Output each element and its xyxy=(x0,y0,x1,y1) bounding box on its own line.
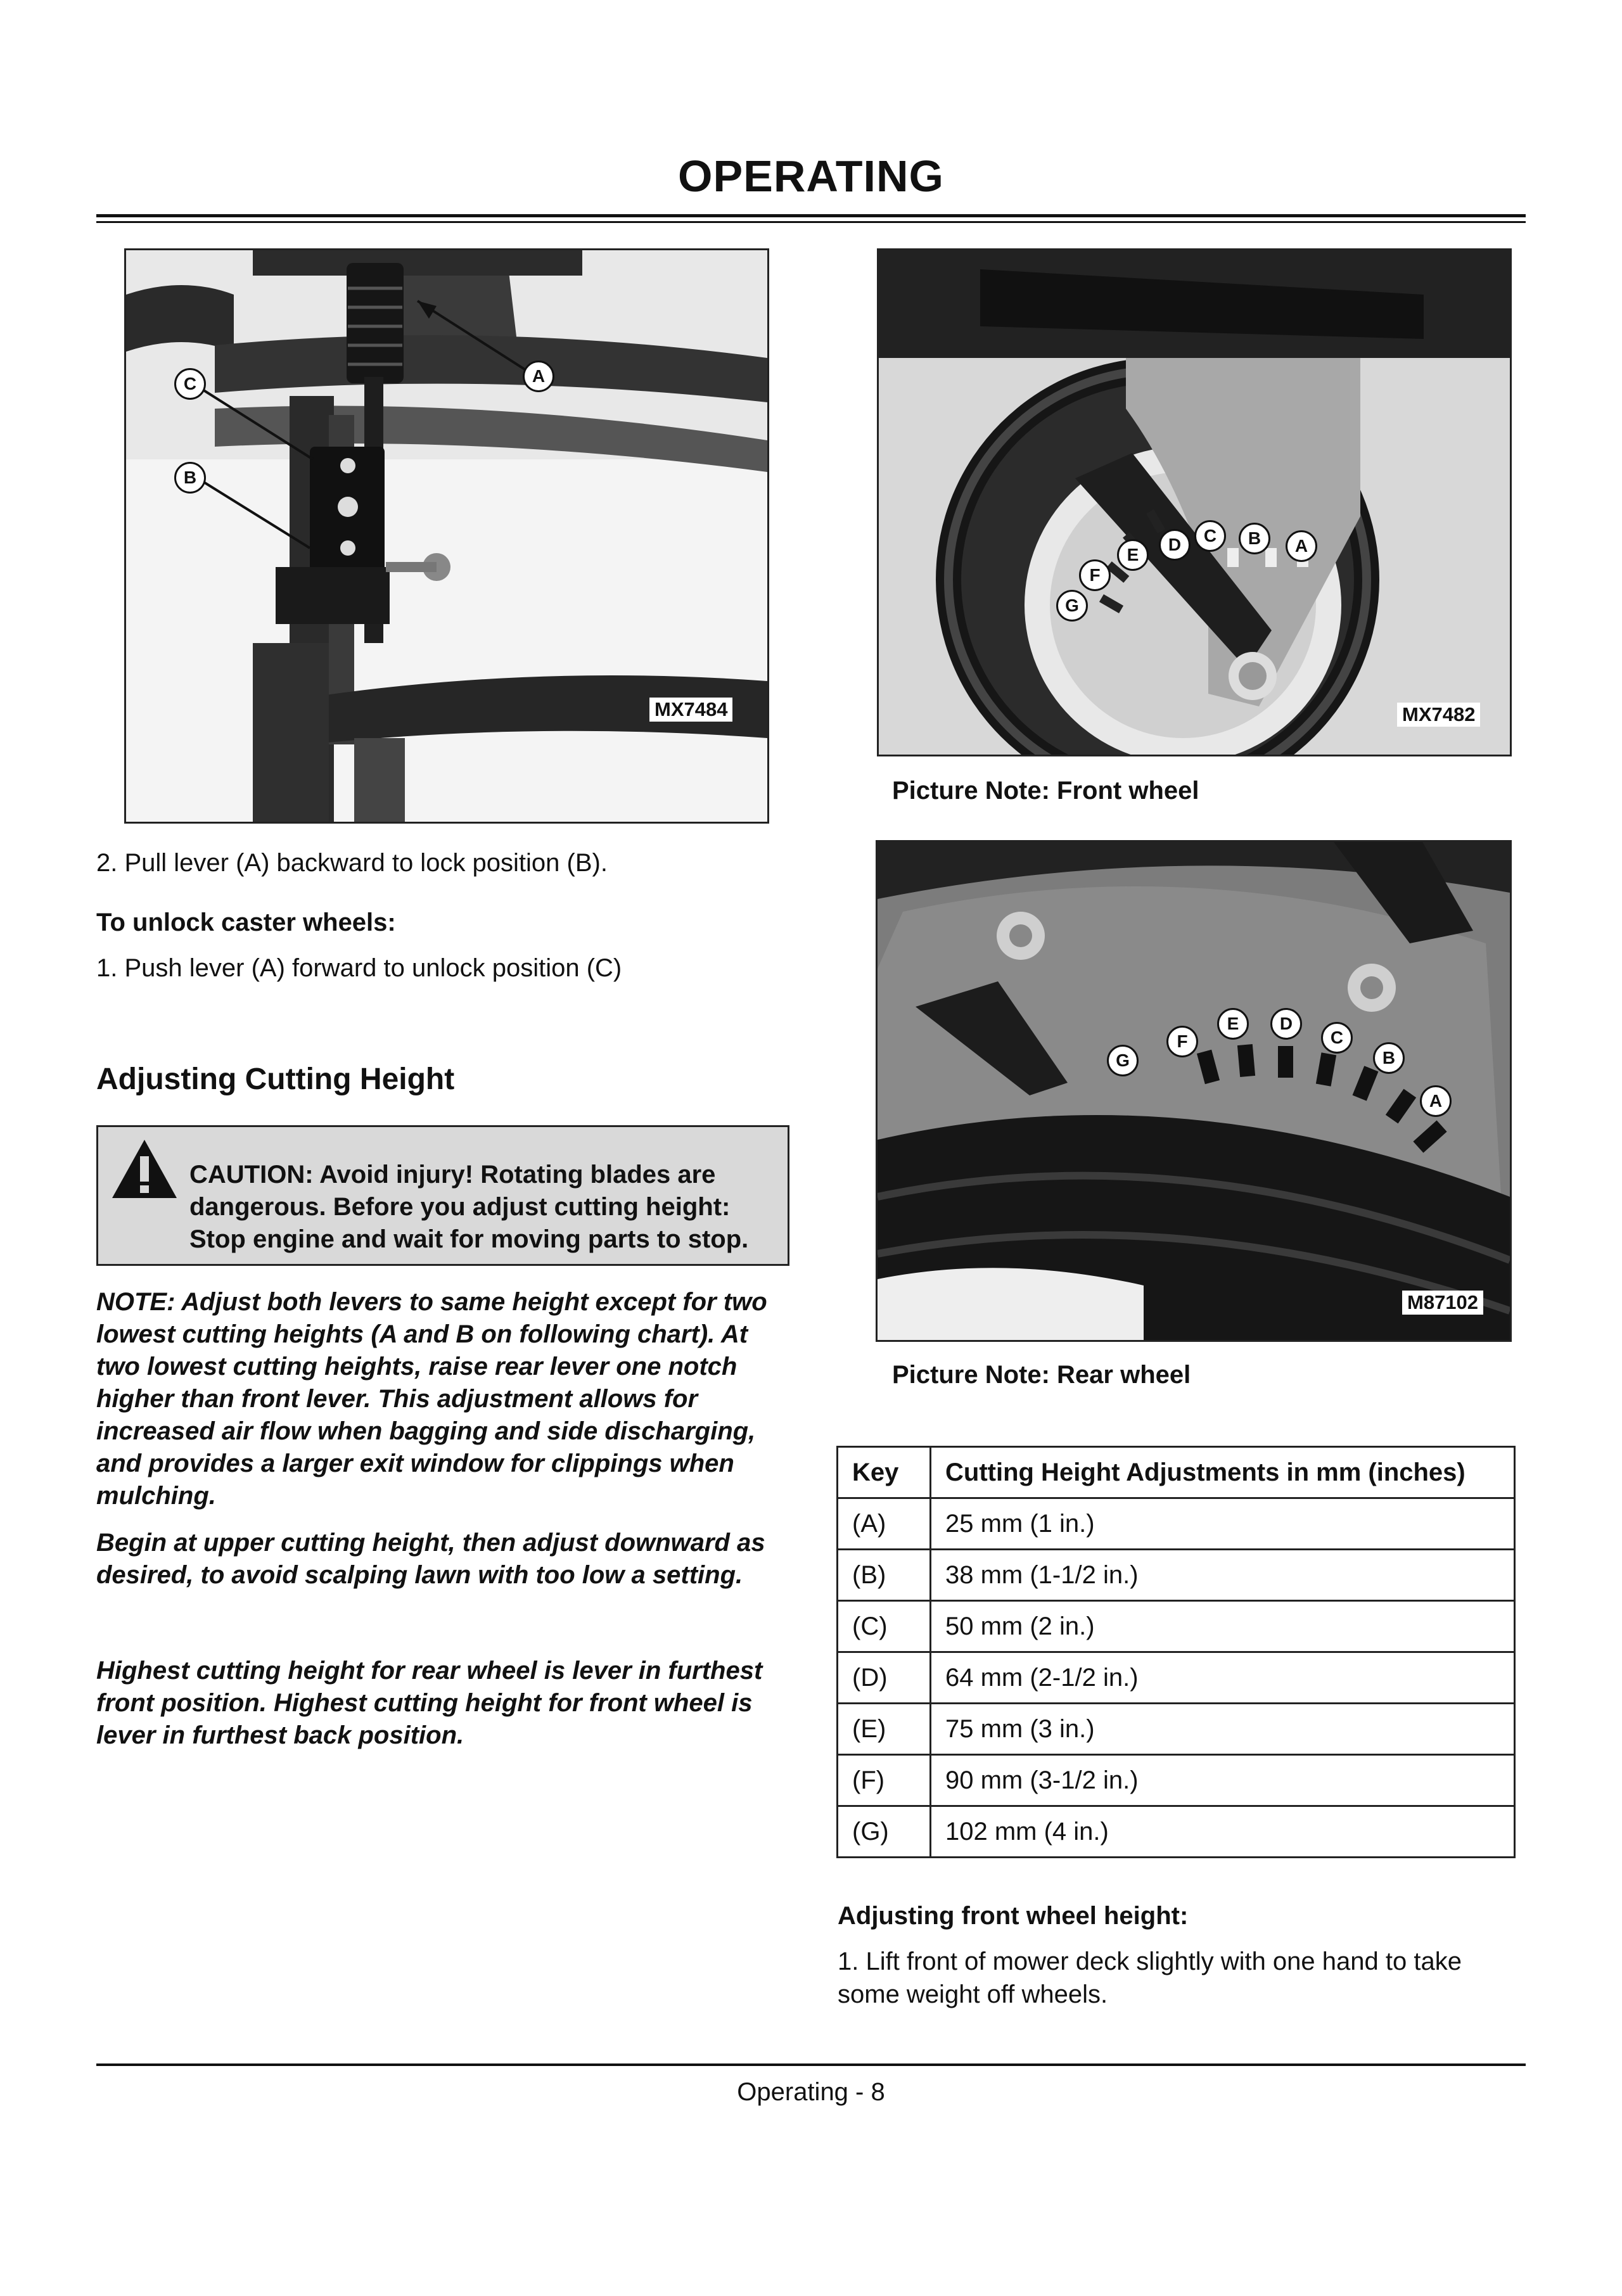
front-wheel-caption: Picture Note: Front wheel xyxy=(892,777,1199,805)
callout-a: A xyxy=(523,360,554,392)
rear-wheel-photo xyxy=(876,840,1512,1342)
callout-a: A xyxy=(1420,1085,1452,1117)
table-row xyxy=(838,1601,1515,1652)
front-height-step: 1. Lift front of mower deck slightly with one hand to take some weight off wheels. xyxy=(838,1948,1462,2008)
front-height-heading: Adjusting front wheel height: xyxy=(838,1902,1189,1930)
table-row xyxy=(838,1704,1515,1755)
callout-b: B xyxy=(1239,523,1270,554)
callout-f: F xyxy=(1166,1026,1198,1057)
callout-d: D xyxy=(1159,529,1191,561)
note-paragraph: Highest cutting height for rear wheel is lever in furthest front position. Highest cutting height for front wheel is lever in furthest back position. xyxy=(96,1657,763,1749)
caution-box xyxy=(96,1125,789,1266)
table-cell-height: 75 mm (3 in.) xyxy=(931,1704,1515,1755)
section-heading: Adjusting Cutting Height xyxy=(96,1062,455,1096)
callout-g: G xyxy=(1107,1045,1139,1076)
callout-c: C xyxy=(1321,1022,1353,1054)
table-row xyxy=(838,1755,1515,1806)
table-cell-key: (C) xyxy=(838,1601,931,1652)
page-title: OPERATING xyxy=(678,151,944,201)
callout-c: C xyxy=(1194,520,1226,552)
note-paragraph: Begin at upper cutting height, then adjust downward as desired, to avoid scalping lawn with too low a setting. xyxy=(96,1529,765,1589)
callout-c: C xyxy=(174,368,206,400)
figure-code: M87102 xyxy=(1402,1291,1483,1315)
note-paragraph: NOTE: Adjust both levers to same height except for two lowest cutting heights (A and B on following chart). At two lowest cutting heights, raise rear lever one notch higher than front lever. This adjustment allows for increased air flow when bagging and side discharging, and provides a larger exit window for clippings when mulching. xyxy=(96,1288,767,1510)
callout-g: G xyxy=(1056,590,1088,622)
table-row xyxy=(838,1652,1515,1704)
callout-e: E xyxy=(1217,1008,1249,1040)
caution-text: CAUTION: Avoid injury! Rotating blades are dangerous. Before you adjust cutting height: Stop engine and wait for moving parts to stop. xyxy=(189,1161,749,1253)
cutting-height-table xyxy=(836,1446,1516,1858)
callout-a: A xyxy=(1286,530,1317,562)
callout-e: E xyxy=(1117,539,1149,571)
callout-d: D xyxy=(1270,1008,1302,1040)
figure-code: MX7482 xyxy=(1397,703,1480,727)
header-rule-thin xyxy=(96,221,1526,223)
front-wheel-photo xyxy=(877,248,1512,756)
step-lock: 2. Pull lever (A) backward to lock position (B). xyxy=(96,849,608,877)
unlock-heading: To unlock caster wheels: xyxy=(96,909,396,936)
table-cell-key: (D) xyxy=(838,1652,931,1704)
table-cell-height: 102 mm (4 in.) xyxy=(931,1806,1515,1858)
table-row xyxy=(838,1498,1515,1550)
table-cell-height: 90 mm (3-1/2 in.) xyxy=(931,1755,1515,1806)
rear-wheel-caption: Picture Note: Rear wheel xyxy=(892,1361,1191,1389)
callout-b: B xyxy=(1373,1042,1405,1074)
table-row xyxy=(838,1550,1515,1601)
lever-photo xyxy=(124,248,769,824)
table-cell-height: 25 mm (1 in.) xyxy=(931,1498,1515,1550)
table-cell-key: (A) xyxy=(838,1498,931,1550)
figure-code: MX7484 xyxy=(649,698,732,722)
callout-f: F xyxy=(1079,559,1111,591)
page-footer: Operating - 8 xyxy=(737,2078,885,2106)
step-unlock: 1. Push lever (A) forward to unlock position (C) xyxy=(96,954,622,982)
table-header-height: Cutting Height Adjustments in mm (inches) xyxy=(931,1447,1515,1498)
header-rule xyxy=(96,214,1526,217)
table-cell-key: (E) xyxy=(838,1704,931,1755)
warning-icon xyxy=(110,1137,179,1201)
table-cell-height: 64 mm (2-1/2 in.) xyxy=(931,1652,1515,1704)
table-cell-height: 50 mm (2 in.) xyxy=(931,1601,1515,1652)
table-header-key: Key xyxy=(838,1447,931,1498)
table-header-row xyxy=(838,1447,1515,1498)
table-row xyxy=(838,1806,1515,1858)
footer-rule xyxy=(96,2063,1526,2066)
callout-b: B xyxy=(174,462,206,494)
table-cell-key: (G) xyxy=(838,1806,931,1858)
table-cell-key: (F) xyxy=(838,1755,931,1806)
table-cell-height: 38 mm (1-1/2 in.) xyxy=(931,1550,1515,1601)
table-cell-key: (B) xyxy=(838,1550,931,1601)
